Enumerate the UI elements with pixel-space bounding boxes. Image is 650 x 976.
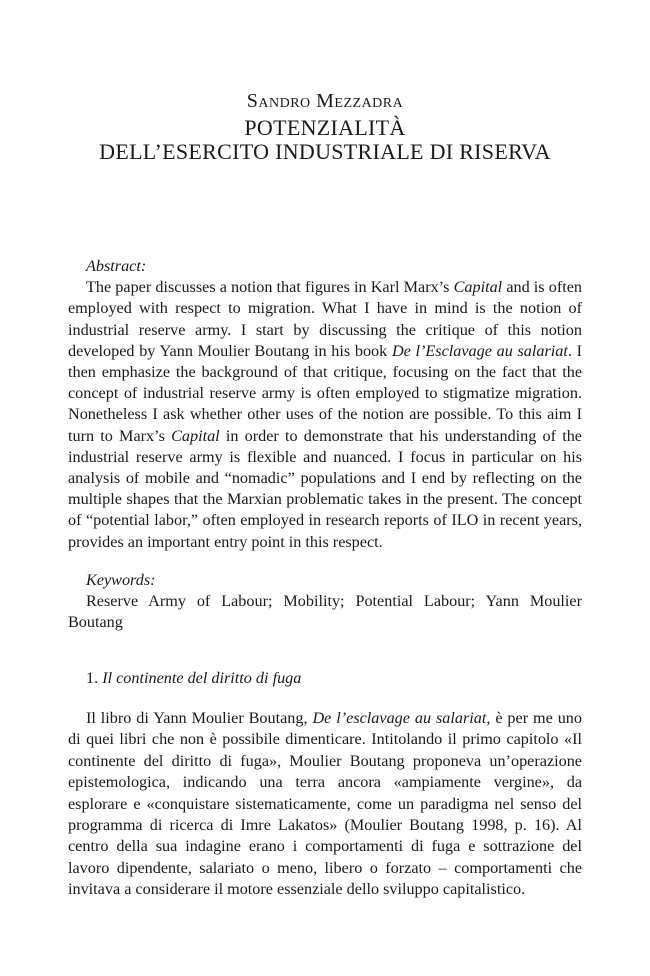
keywords-label: Keywords: (86, 571, 156, 589)
body-paragraph (68, 708, 582, 901)
body-text-part-2: , è per me uno di quei libri che non è possibile dimenticare. Intitolando il primo capitolo «Il continente del diritto di fuga», Moulier Boutang proponeva un’operazione epistemologica, indicando una terra ancora «ampiamente vergine», da esplorare e «conquistare sistematicamente, come un paradigma nel senso del programma di ricerca di Imre Lakatos» (Moulier Boutang 1998, p. 16). Al centro della sua indagine erano i comportamenti di fuga e sottrazione del lavoro dipendente, salariato o meno, libero o forzato – comportamenti che invitava a considerare il motore essenziale dello sviluppo capitalistico. (68, 709, 582, 899)
keywords-text: Reserve Army of Labour; Mobility; Potential Labour; Yann Moulier Boutang (68, 592, 582, 632)
abstract-text-part-4: in order to demonstrate that his understanding of the industrial reserve army is flexible and nuanced. I focus in particular on his analysis of mobile and “nomadic” populations and I end by reflecting on the multiple shapes that the Marxian problematic takes in the present. The concept of “potential labor,” often employed in research reports of ILO in recent years, provides an important entry point in this respect. (68, 426, 582, 551)
abstract-capital-1: Capital (453, 278, 503, 297)
author-name: Sandro Mezzadra (246, 90, 404, 112)
abstract-capital-2: Capital (171, 426, 220, 445)
article-title-line-2: DELL’ESERCITO INDUSTRIALE DI RISERVA (99, 139, 551, 164)
section-heading (86, 668, 301, 689)
section-title: Il continente del diritto di fuga (102, 669, 302, 687)
abstract-text-part-3: . I then emphasize the background of that critique, focusing on the fact that the concept of industrial reserve army is often employed to stigmatize migration. Nonetheless I ask whether other uses of the notion are possible. To this aim I turn to Marx’s (68, 341, 583, 445)
abstract-book-title: De l’Esclavage au salariat (391, 341, 568, 360)
section-number: 1. (86, 669, 103, 687)
abstract-section (68, 256, 582, 553)
abstract-label: Abstract: (86, 257, 147, 275)
body-text (68, 708, 582, 901)
body-book-title: De l’esclavage au salariat (312, 709, 487, 727)
keywords-section (68, 570, 582, 634)
abstract-text-part-2: and is often employed with respect to migration. What I have in mind is the notion of industrial reserve army. I start by discussing the critique of this notion developed by Yann Moulier Boutang in his book (68, 278, 582, 360)
article-title-line-1: POTENZIALITÀ (244, 115, 406, 140)
abstract-text (68, 277, 582, 553)
article-header (68, 88, 582, 164)
abstract-text-part-1: The paper discusses a notion that figures in Karl Marx’s (86, 278, 454, 297)
body-text-part-1: Il libro di Yann Moulier Boutang, (86, 709, 313, 727)
